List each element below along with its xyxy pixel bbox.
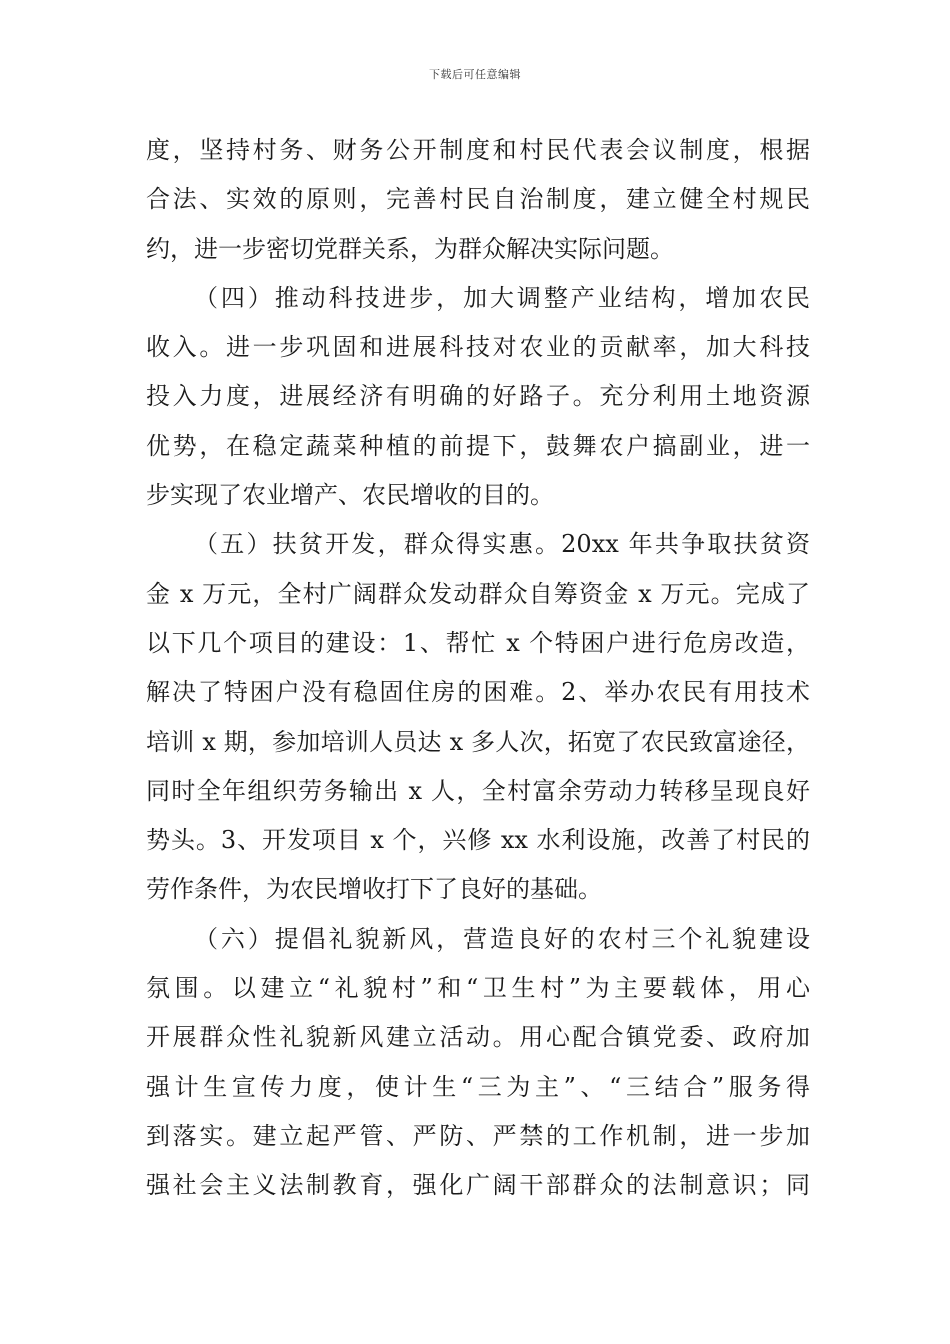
text-line: 同时全年组织劳务输出 x 人，全村富余劳动力转移呈现良好 bbox=[146, 776, 810, 805]
paragraph-section-6 bbox=[146, 915, 810, 1211]
text-line: 约，进一步密切党群关系，为群众解决实际问题。 bbox=[146, 234, 674, 263]
text-line: 解决了特困户没有稳固住房的困难。2、举办农民有用技术 bbox=[146, 678, 810, 707]
text-line: 投入力度，进展经济有明确的好路子。充分利用土地资源 bbox=[146, 382, 810, 411]
text-line: （六）提倡礼貌新风，营造良好的农村三个礼貌建设 bbox=[194, 924, 810, 953]
paragraph-section-5 bbox=[146, 520, 810, 914]
text-line: 优势，在稳定蔬菜种植的前提下，鼓舞农户搞副业，进一 bbox=[146, 431, 810, 460]
text-line: 培训 x 期，参加培训人员达 x 多人次，拓宽了农民致富途径， bbox=[146, 727, 810, 756]
text-line: 劳作条件，为农民增收打下了良好的基础。 bbox=[146, 875, 602, 904]
paragraph-section-4 bbox=[146, 274, 810, 520]
text-line: （五）扶贫开发，群众得实惠。20xx 年共争取扶贫资 bbox=[194, 530, 810, 559]
text-line: 收入。进一步巩固和进展科技对农业的贡献率，加大科技 bbox=[146, 333, 810, 362]
text-line: 到落实。建立起严管、严防、严禁的工作机制，进一步加 bbox=[146, 1121, 810, 1150]
text-line: 金 x 万元，全村广阔群众发动群众自筹资金 x 万元。完成了 bbox=[146, 579, 810, 608]
text-line: 强社会主义法制教育，强化广阔干部群众的法制意识；同 bbox=[146, 1171, 810, 1200]
document-body bbox=[146, 126, 810, 1211]
text-line: 以下几个项目的建设：1、帮忙 x 个特困户进行危房改造， bbox=[146, 628, 810, 657]
text-line: 势头。3、开发项目 x 个，兴修 xx 水利设施，改善了村民的 bbox=[146, 826, 810, 855]
text-line: 强计生宣传力度，使计生“三为主”、“三结合”服务得 bbox=[146, 1072, 810, 1101]
page-header: 下载后可任意编辑 bbox=[429, 68, 521, 81]
text-line: 合法、实效的原则，完善村民自治制度，建立健全村规民 bbox=[146, 185, 810, 214]
paragraph-continuation bbox=[146, 126, 810, 274]
text-line: 度，坚持村务、财务公开制度和村民代表会议制度，根据 bbox=[146, 136, 810, 164]
text-line: 开展群众性礼貌新风建立活动。用心配合镇党委、政府加 bbox=[146, 1023, 810, 1052]
text-line: （四）推动科技进步，加大调整产业结构，增加农民 bbox=[194, 283, 810, 312]
text-line: 氛围。以建立“礼貌村”和“卫生村”为主要载体，用心 bbox=[146, 974, 810, 1003]
text-line: 步实现了农业增产、农民增收的目的。 bbox=[146, 481, 554, 510]
